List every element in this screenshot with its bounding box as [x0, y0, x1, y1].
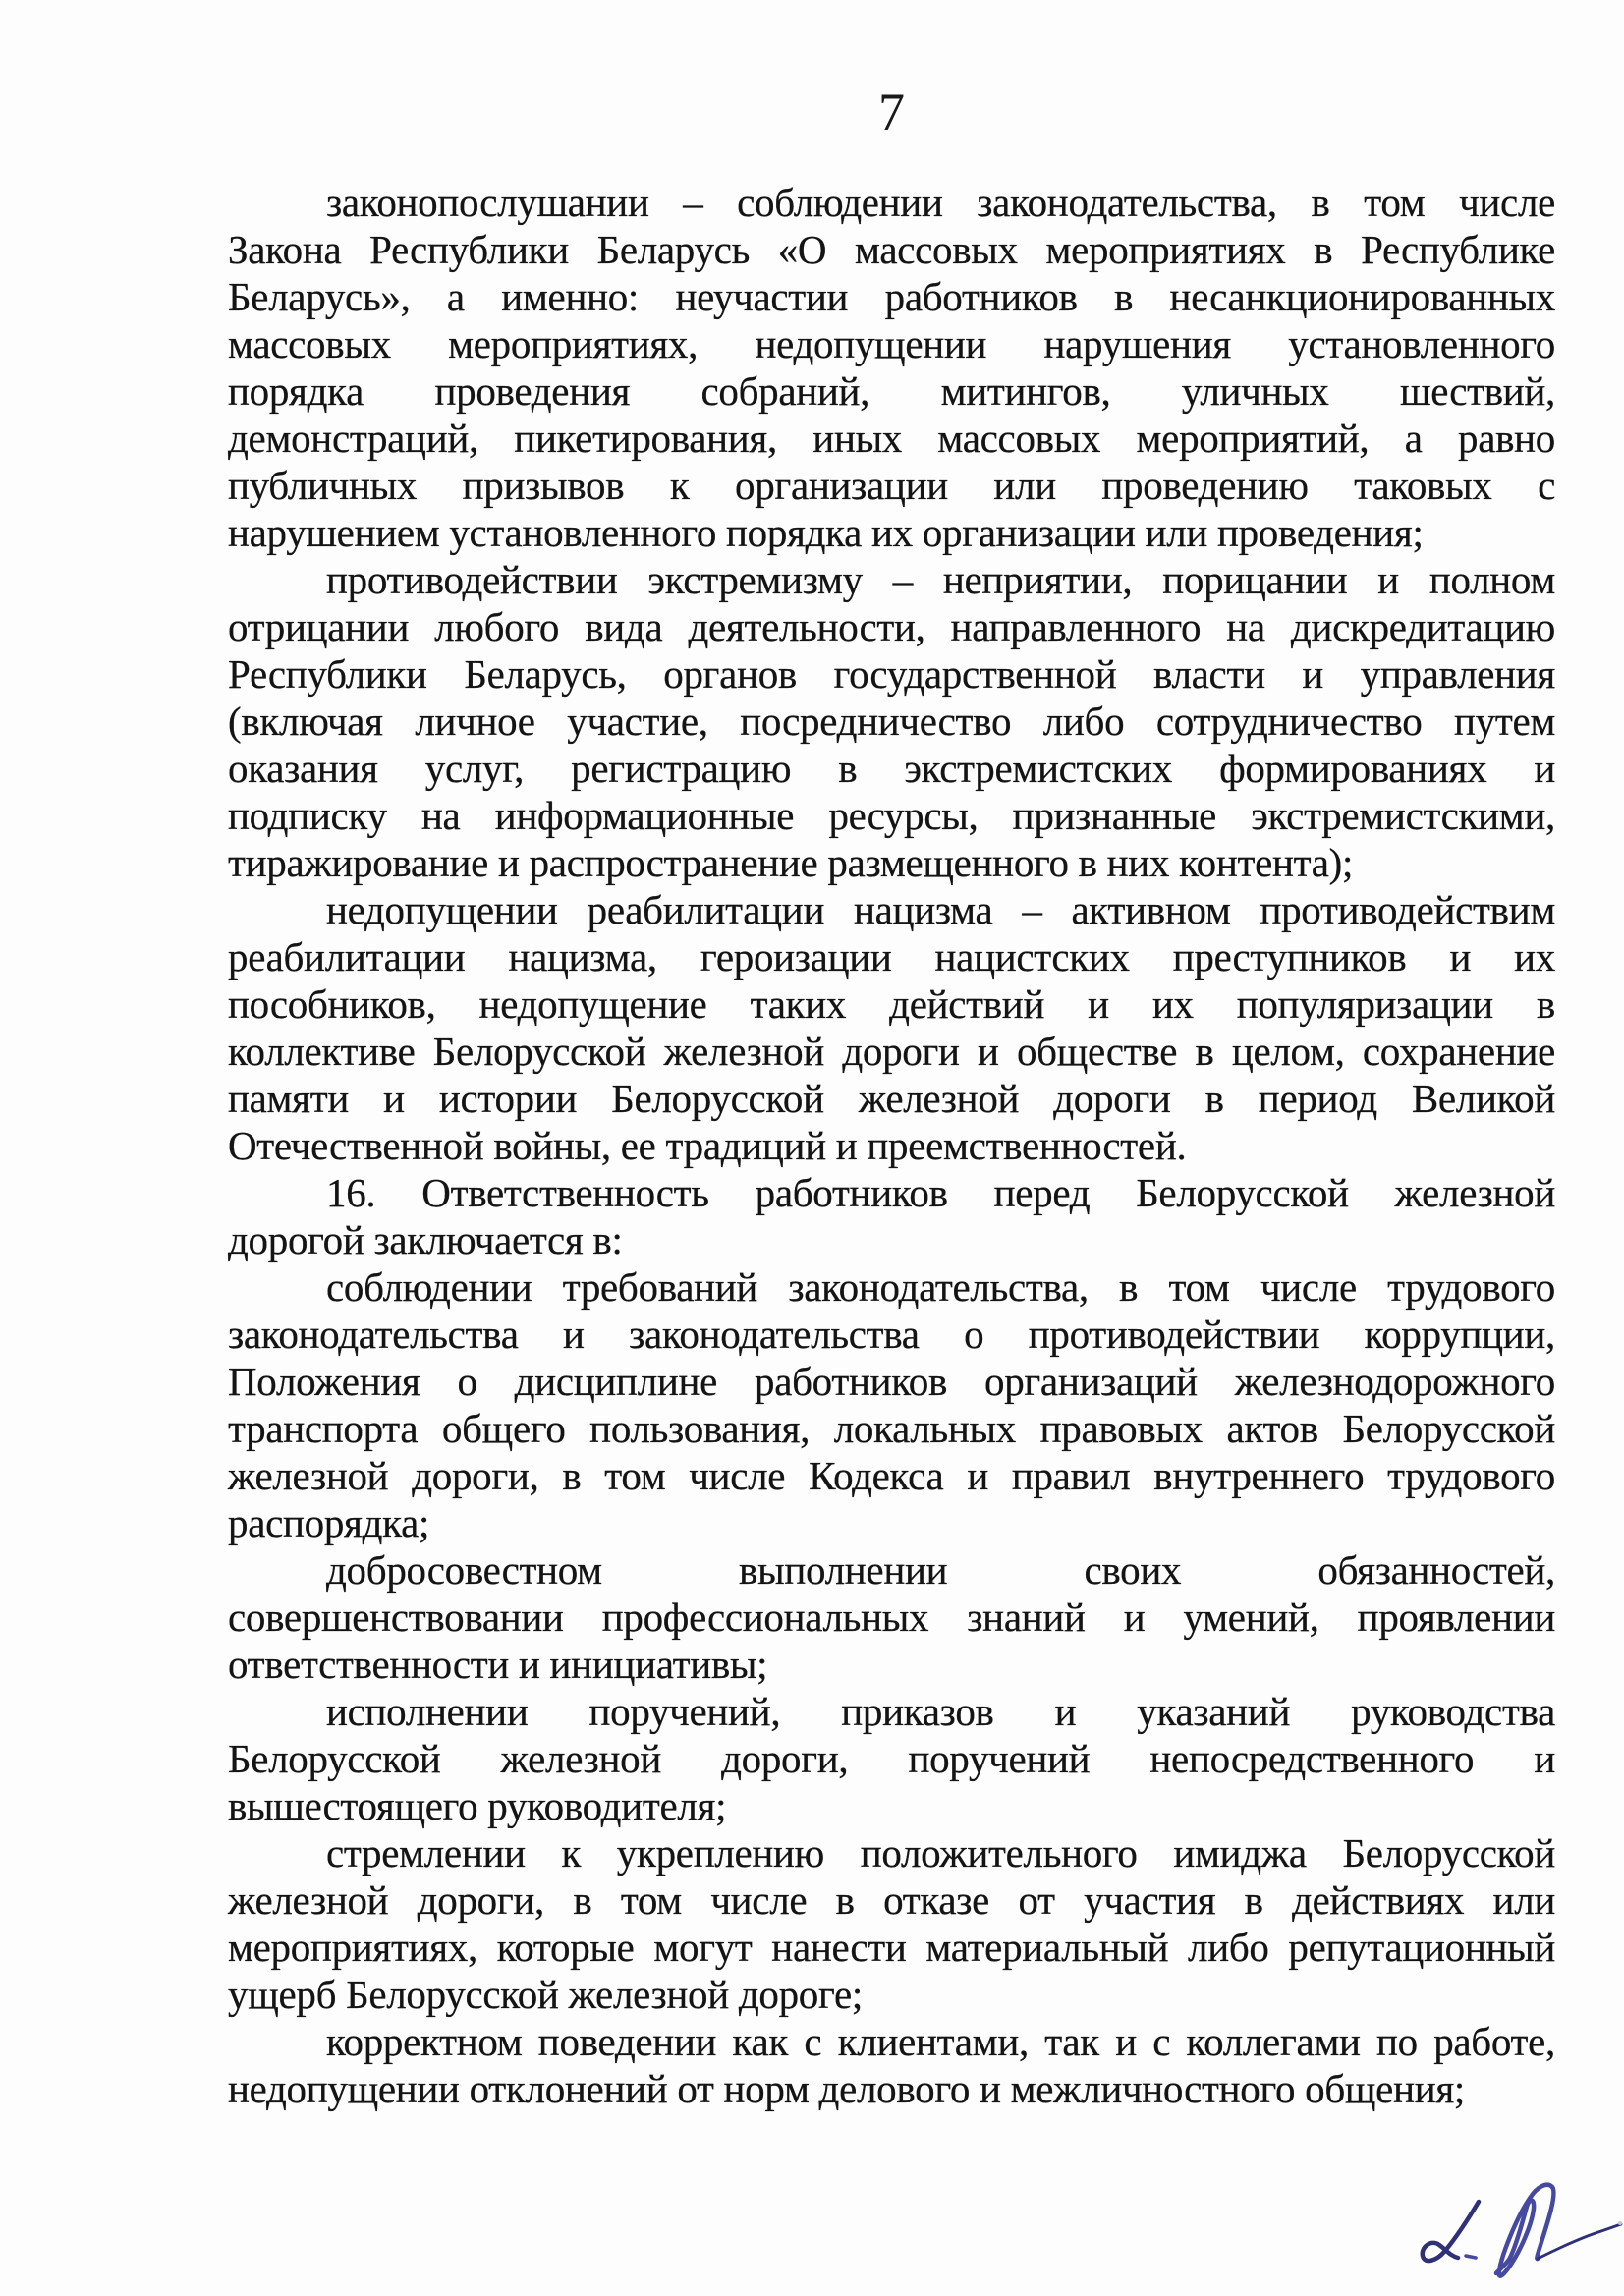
text-line: мероприятиях, которые могут нанести материальный либо репутационный — [228, 1925, 1555, 1970]
text-line: оказания услуг, регистрацию в экстремистских формированиях и — [228, 746, 1555, 791]
text-line: вышестоящего руководителя; — [228, 1783, 727, 1828]
text-line: Отечественной войны, ее традиций и преемственностей. — [228, 1123, 1187, 1168]
paragraph — [228, 1688, 1555, 1829]
text-line: нарушением установленного порядка их организации или проведения; — [228, 510, 1424, 555]
handwritten-signature — [1373, 2169, 1624, 2292]
text-line: ущерб Белорусской железной дороге; — [228, 1972, 863, 2017]
text-line: противодействии экстремизму – неприятии, порицании и полном — [326, 557, 1555, 602]
text-line: отрицании любого вида деятельности, направленного на дискредитацию — [228, 604, 1555, 649]
text-line: демонстраций, пикетирования, иных массовых мероприятий, а равно — [228, 416, 1555, 461]
text-line: транспорта общего пользования, локальных правовых актов Белорусской — [228, 1406, 1555, 1451]
text-line: реабилитации нацизма, героизации нацистских преступников и их — [228, 934, 1555, 980]
text-line: тиражирование и распространение размещенного в них контента); — [228, 840, 1354, 885]
text-line: пособников, недопущение таких действий и их популяризации в — [228, 981, 1555, 1027]
text-line: законодательства и законодательства о противодействии коррупции, — [228, 1312, 1555, 1357]
text-line: железной дороги, в том числе в отказе от участия в действиях или — [228, 1877, 1555, 1923]
paragraph — [228, 1546, 1555, 1688]
text-line: Белорусской железной дороги, поручений непосредственного и — [228, 1736, 1555, 1781]
text-line: соблюдении требований законодательства, в том числе трудового — [326, 1264, 1555, 1310]
paragraph — [228, 886, 1555, 1169]
text-line: корректном поведении как с клиентами, так и с коллегами по работе, — [326, 2019, 1555, 2064]
text-line: недопущении отклонений от норм делового и межличностного общения; — [228, 2066, 1466, 2111]
paragraph — [228, 2018, 1555, 2112]
paragraph — [228, 1829, 1555, 2018]
text-line: ответственности и инициативы; — [228, 1642, 768, 1687]
text-line: распорядка; — [228, 1500, 430, 1545]
text-line: Положения о дисциплине работников организаций железнодорожного — [228, 1359, 1555, 1404]
text-line: (включая личное участие, посредничество либо сотрудничество путем — [228, 699, 1555, 744]
paragraph — [228, 556, 1555, 886]
paragraph — [228, 1263, 1555, 1546]
text-line: дорогой заключается в: — [228, 1217, 623, 1262]
text-line: совершенствовании профессиональных знаний и умений, проявлении — [228, 1595, 1555, 1640]
text-line: законопослушании – соблюдении законодательства, в том числе — [326, 180, 1555, 225]
paragraph — [228, 1169, 1555, 1263]
paragraph — [228, 179, 1555, 556]
document-body — [228, 179, 1555, 2112]
text-line: Закона Республики Беларусь «О массовых мероприятиях в Республике — [228, 227, 1555, 272]
text-line: Беларусь», а именно: неучастии работников в несанкционированных — [228, 274, 1555, 319]
text-line: Республики Беларусь, органов государственной власти и управления — [228, 651, 1555, 697]
text-line: исполнении поручений, приказов и указаний руководства — [326, 1689, 1555, 1734]
text-line: добросовестном выполнении своих обязанностей, — [326, 1547, 1555, 1593]
text-line: стремлении к укреплению положительного имиджа Белорусской — [326, 1830, 1555, 1876]
text-line: подписку на информационные ресурсы, признанные экстремистскими, — [228, 793, 1555, 838]
text-line: недопущении реабилитации нацизма – активном противодействим — [326, 887, 1555, 932]
text-line: коллективе Белорусской железной дороги и обществе в целом, сохранение — [228, 1029, 1555, 1074]
page-number: 7 — [878, 83, 905, 141]
text-line: массовых мероприятиях, недопущении нарушения установленного — [228, 321, 1555, 366]
text-line: памяти и истории Белорусской железной дороги в период Великой — [228, 1076, 1555, 1121]
text-line: 16. Ответственность работников перед Белорусской железной — [326, 1170, 1555, 1215]
text-line: железной дороги, в том числе Кодекса и правил внутреннего трудового — [228, 1453, 1555, 1498]
text-line: порядка проведения собраний, митингов, уличных шествий, — [228, 368, 1555, 414]
text-line: публичных призывов к организации или проведению таковых с — [228, 463, 1555, 508]
